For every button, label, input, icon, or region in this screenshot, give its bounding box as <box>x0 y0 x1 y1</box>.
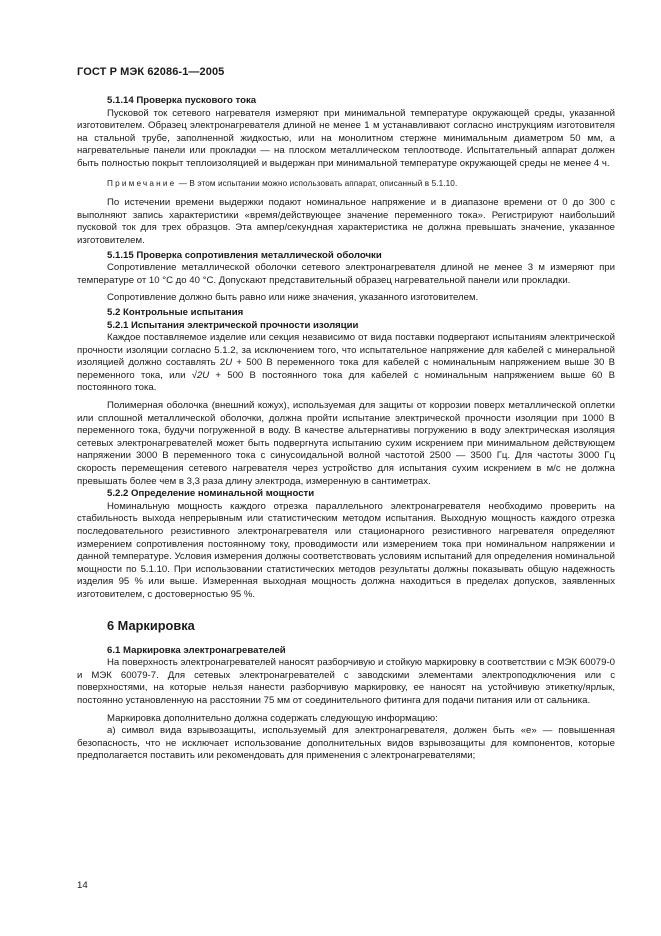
heading-6-1: 6.1 Маркировка электронагревателей <box>107 644 286 656</box>
document-body <box>77 95 615 763</box>
paragraph <box>77 332 615 395</box>
paragraph: Полимерная оболочка (внешний кожух), используемая для защиты от коррозии поверх металлической оплетки или сплошной металлической оболочки, должна пройти испытание электрической прочности изоляции при 1000 В переменного тока, будучи погруженной в воду. В качестве альтернативы погружению в воду электрическая изоляция сетевых электронагревателей может быть подвергнута испытанию сухим искрением при минимальном действующем напряжении 3000 В переменного тока с синусоидальной волной частотой 2500 — 3500 Гц. Для частоты 3000 Гц скорость перемещения сетевого нагревателя через устройство для испытания сухим искрением в м/с не должна превышать более чем в 3,3 раза длину электрода, измеренную в сантиметрах. <box>77 400 615 487</box>
page-number: 14 <box>77 880 88 891</box>
heading-5-1-15: 5.1.15 Проверка сопротивления металлической оболочки <box>107 249 382 261</box>
list-item: а) символ вида взрывозащиты, используемый для электронагревателя, должен быть «е» — повышенная безопасность, что не исключает использование дополнительных видов взрывозащиты для компонентов, которые предполагается поставить или рекомендовать для применения с электронагревателями; <box>77 725 615 762</box>
document-header: ГОСТ Р МЭК 62086-1—2005 <box>77 66 225 78</box>
formula-sqrt2u: √2U <box>191 369 210 381</box>
paragraph: Сопротивление металлической оболочки сетевого электронагревателя длиной не менее 3 м измеряют при температуре от 10 °С до 40 °С. Допускают представительный образец нагревательной панели или прокладки. <box>77 262 615 286</box>
heading-5-2: 5.2 Контрольные испытания <box>107 306 244 318</box>
text-run: + 500 В переменного тока для кабелей с номинальным напряжением выше 30 В переменного тока, или <box>77 357 616 381</box>
note <box>77 178 615 191</box>
paragraph: Сопротивление должно быть равно или ниже значения, указанного изготовителем. <box>107 292 479 304</box>
paragraph: По истечении времени выдержки подают номинальное напряжение и в диапазоне времени от 0 до 300 с выполняют запись характеристики «время/действующее значение переменного тока». Регистрируют наибольший пусковой ток для трех образцов. Эта ампер/секундная характеристика не должна превышать значение, указанное изготовителем. <box>77 197 615 246</box>
note-text: — В этом испытании можно использовать аппарат, описанный в 5.1.10. <box>176 178 458 188</box>
text-run: + 500 В постоянного тока для кабелей с номинальным напряжением выше 60 В постоянного тока. <box>77 369 615 394</box>
heading-6: 6 Маркировка <box>107 617 195 633</box>
note-label: Примечание <box>107 178 177 188</box>
paragraph: На поверхность электронагревателей наносят разборчивую и стойкую маркировку в соответствии с МЭК 60079-0 и МЭК 60079-7. Для сетевых электронагревателей с заводскими элементами электроподключения или с поверхностями, на которые нельзя нанести разборчивую маркировку, ее наносят на устойчивую этикетку/ярлык, постоянно установленную на расстоянии 75 мм от соединительного фитинга для подачи питания или от сальника. <box>77 657 615 706</box>
formula-u: U <box>225 357 233 369</box>
text-run: Каждое поставляемое изделие или секция независимо от вида поставки подвергают испытаниям электрической прочности изоляции согласно 5.1.2, за исключением того, что испытательное напряжение для кабелей с минеральной изоляцией должно составлять 2 <box>77 332 615 369</box>
paragraph: Маркировка дополнительно должна содержать следующую информацию: <box>107 712 438 724</box>
paragraph: Пусковой ток сетевого нагревателя измеряют при минимальной температуре окружающей среды, указанной изготовителем. Образец электронагревателя длиной не менее 1 м устанавливают согласно инструкциям изготовителя на стальной трубе, заполненной жидкостью, или на монолитном стержне минимальным диаметром 50 мм, а нагревательные панели или прокладки — на плоском металлическом теплоотводе. Испытательный аппарат должен быть полностью покрыт теплоизоляцией и выдержан при минимальной температуре окружающей среды не менее 4 ч. <box>77 107 615 169</box>
paragraph: Номинальную мощность каждого отрезка параллельного электронагревателя необходимо проверить на стабильность выхода непрерывным или статистическим методом испытания. Выходную мощность каждого отрезка последовательного резистивного электронагревателя или стационарного резистивного нагревателя определяют измерением сопротивления постоянному току, проводимости или измерением тока при номинальном напряжении и данной температуре. Условия измерения должны соответствовать условиям испытаний для определения номинальной мощности по 5.1.10. При использовании статистических методов результаты должны показывать общую надежность изделия 95 % или выше. Измеренная выходная мощность должна находиться в пределах допусков, заявленных изготовителем, с достоверностью 95 %. <box>77 500 615 600</box>
heading-5-2-1: 5.2.1 Испытания электрической прочности изоляции <box>107 319 359 331</box>
heading-5-2-2: 5.2.2 Определение номинальной мощности <box>107 488 315 500</box>
heading-5-1-14: 5.1.14 Проверка пускового тока <box>107 95 257 106</box>
